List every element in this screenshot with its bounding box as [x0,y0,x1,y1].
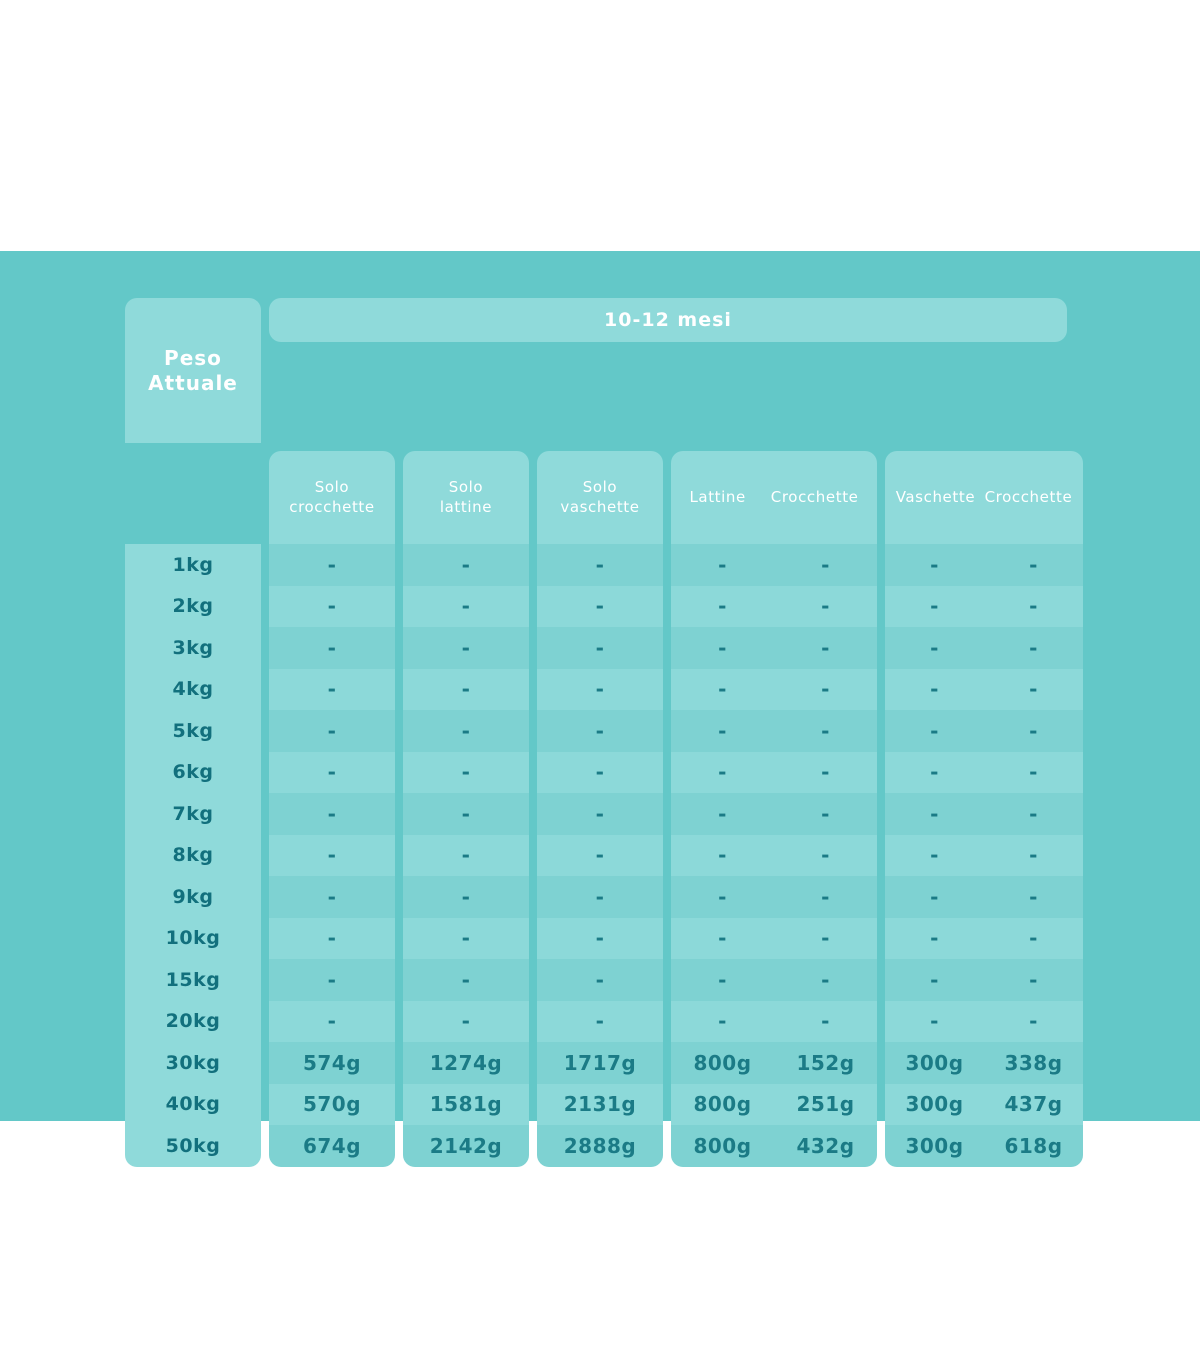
cell-solo-lattine: - [403,918,529,960]
cell-vaschette: - [930,635,939,660]
cell-solo-lattine: - [403,627,529,669]
spacer [663,1125,671,1167]
cell-solo-vaschette: - [537,876,663,918]
cell-crocchette-b: 618g [1004,1133,1063,1158]
cell-solo-lattine: 1581g [403,1084,529,1126]
spacer [529,669,537,711]
cell-vaschette: 300g [905,1092,964,1117]
cell-lattine: - [718,1009,727,1034]
row-weight-label: 20kg [125,1001,261,1043]
feeding-chart-panel [0,251,1200,1158]
column-subheaders [125,451,1073,544]
cell-solo-vaschette: - [537,586,663,628]
cell-solo-crocchette: - [269,1001,395,1043]
cell-solo-lattine: - [403,586,529,628]
spacer [261,793,269,835]
spacer [663,1001,671,1043]
column-header-lattine: Lattine [689,487,746,506]
cell-solo-vaschette: 2131g [537,1084,663,1126]
spacer [395,793,403,835]
cell-solo-lattine: - [403,1001,529,1043]
table-row [125,959,1067,1001]
row-weight-label: 8kg [125,835,261,877]
cell-vaschette: - [930,801,939,826]
spacer [663,959,671,1001]
cell-crocchette-a: - [821,884,830,909]
cell-lattine-crocchette [671,1125,877,1167]
weight-header-line2: Attuale [148,370,238,395]
row-weight-label: 1kg [125,544,261,586]
cell-crocchette-a: - [821,926,830,951]
cell-crocchette-a: - [821,801,830,826]
spacer [529,1084,537,1126]
cell-lattine: 800g [693,1050,752,1075]
cell-solo-lattine: 1274g [403,1042,529,1084]
column-header-solo-vaschette [537,451,663,544]
spacer [663,627,671,669]
cell-vaschette: - [930,843,939,868]
cell-crocchette-b: - [1029,760,1038,785]
cell-vaschette-crocchette [885,1042,1083,1084]
spacer [663,710,671,752]
column-header-vaschette: Vaschette [895,487,976,506]
cell-lattine-crocchette [671,1001,877,1043]
cell-vaschette: 300g [905,1050,964,1075]
spacer [261,544,269,586]
table-row [125,710,1067,752]
cell-lattine: 800g [693,1092,752,1117]
spacer [261,752,269,794]
spacer [663,1042,671,1084]
spacer [395,627,403,669]
spacer [877,627,885,669]
cell-crocchette-a: - [821,760,830,785]
subheader-spacer [125,451,261,544]
spacer [663,451,671,544]
table-header [125,298,1067,443]
cell-solo-crocchette: - [269,959,395,1001]
spacer [877,918,885,960]
column-header-line2: vaschette [560,497,640,516]
cell-solo-lattine: - [403,793,529,835]
cell-solo-vaschette: - [537,627,663,669]
spacer [529,627,537,669]
cell-crocchette-a: - [821,552,830,577]
cell-lattine: - [718,552,727,577]
row-weight-label: 7kg [125,793,261,835]
table-row [125,627,1067,669]
cell-solo-lattine: - [403,710,529,752]
cell-solo-crocchette: 570g [269,1084,395,1126]
spacer [529,918,537,960]
cell-vaschette: - [930,1009,939,1034]
cell-lattine: - [718,718,727,743]
spacer [529,1125,537,1167]
cell-lattine-crocchette [671,586,877,628]
row-weight-label: 5kg [125,710,261,752]
row-weight-label: 50kg [125,1125,261,1167]
row-weight-label: 40kg [125,1084,261,1126]
row-weight-label: 9kg [125,876,261,918]
cell-solo-lattine: 2142g [403,1125,529,1167]
spacer [877,793,885,835]
cell-crocchette-b: - [1029,677,1038,702]
cell-solo-vaschette: - [537,710,663,752]
cell-vaschette: - [930,884,939,909]
spacer [877,544,885,586]
cell-crocchette-a: 251g [796,1092,855,1117]
table-row [125,793,1067,835]
cell-crocchette-b: 338g [1004,1050,1063,1075]
row-weight-label: 15kg [125,959,261,1001]
cell-vaschette-crocchette [885,959,1083,1001]
spacer [529,544,537,586]
weight-header-line1: Peso [164,345,222,370]
cell-solo-lattine: - [403,752,529,794]
table-row [125,1042,1067,1084]
cell-crocchette-b: - [1029,635,1038,660]
cell-solo-crocchette: - [269,918,395,960]
cell-lattine-crocchette [671,876,877,918]
spacer [529,451,537,544]
spacer [395,710,403,752]
cell-vaschette: - [930,594,939,619]
column-header-line1: Solo [582,478,618,496]
spacer [395,835,403,877]
cell-lattine: - [718,801,727,826]
spacer [261,627,269,669]
spacer [261,1001,269,1043]
cell-crocchette-a: - [821,635,830,660]
cell-vaschette-crocchette [885,1084,1083,1126]
cell-lattine: - [718,594,727,619]
spacer [877,959,885,1001]
cell-vaschette: - [930,926,939,951]
spacer [663,544,671,586]
cell-vaschette: - [930,967,939,992]
row-weight-label: 30kg [125,1042,261,1084]
cell-solo-crocchette: 674g [269,1125,395,1167]
spacer [663,752,671,794]
spacer [877,586,885,628]
spacer [663,918,671,960]
cell-vaschette-crocchette [885,710,1083,752]
table-row [125,918,1067,960]
table-row [125,876,1067,918]
spacer [395,918,403,960]
column-header-line1: Solo [448,478,484,496]
cell-crocchette-b: - [1029,801,1038,826]
cell-vaschette-crocchette [885,835,1083,877]
column-header-line1: Solo [314,478,350,496]
cell-solo-crocchette: - [269,876,395,918]
spacer [663,1084,671,1126]
cell-solo-crocchette: - [269,586,395,628]
cell-solo-vaschette: 2888g [537,1125,663,1167]
cell-solo-vaschette: - [537,918,663,960]
cell-crocchette-a: - [821,594,830,619]
cell-solo-lattine: - [403,835,529,877]
cell-vaschette: - [930,760,939,785]
spacer [877,669,885,711]
spacer [261,1125,269,1167]
column-header-crocchette-b: Crocchette [984,487,1073,506]
table-row [125,752,1067,794]
spacer [261,710,269,752]
column-header-line2: crocchette [289,497,375,516]
cell-crocchette-b: - [1029,967,1038,992]
column-header-line2: lattine [439,497,493,516]
spacer [395,876,403,918]
table-body [125,544,1067,1167]
spacer [261,876,269,918]
spacer [395,451,403,544]
column-header-crocchette-a: Crocchette [770,487,859,506]
cell-vaschette-crocchette [885,544,1083,586]
cell-solo-crocchette: - [269,669,395,711]
cell-lattine-crocchette [671,710,877,752]
spacer [529,876,537,918]
spacer [529,752,537,794]
cell-solo-vaschette: 1717g [537,1042,663,1084]
cell-solo-lattine: - [403,544,529,586]
cell-lattine-crocchette [671,1042,877,1084]
spacer [877,1042,885,1084]
spacer [395,752,403,794]
cell-vaschette-crocchette [885,627,1083,669]
spacer [877,1001,885,1043]
cell-vaschette-crocchette [885,918,1083,960]
spacer [877,876,885,918]
cell-vaschette-crocchette [885,669,1083,711]
cell-lattine: - [718,677,727,702]
cell-lattine-crocchette [671,1084,877,1126]
spacer [529,835,537,877]
cell-solo-crocchette: - [269,627,395,669]
cell-solo-lattine: - [403,959,529,1001]
cell-solo-vaschette: - [537,835,663,877]
spacer [529,959,537,1001]
cell-crocchette-a: - [821,967,830,992]
cell-crocchette-a: - [821,718,830,743]
spacer [877,710,885,752]
cell-solo-vaschette: - [537,752,663,794]
cell-lattine-crocchette [671,627,877,669]
row-weight-label: 2kg [125,586,261,628]
cell-solo-lattine: - [403,669,529,711]
spacer [529,1042,537,1084]
spacer [395,544,403,586]
cell-lattine: 800g [693,1133,752,1158]
spacer [395,1084,403,1126]
spacer [877,1125,885,1167]
cell-solo-vaschette: - [537,959,663,1001]
spacer [529,710,537,752]
spacer [395,1042,403,1084]
cell-lattine: - [718,635,727,660]
spacer [529,586,537,628]
cell-solo-vaschette: - [537,1001,663,1043]
cell-vaschette-crocchette [885,1125,1083,1167]
cell-vaschette: - [930,718,939,743]
cell-crocchette-a: 152g [796,1050,855,1075]
cell-crocchette-b: - [1029,552,1038,577]
cell-crocchette-a: 432g [796,1133,855,1158]
cell-lattine-crocchette [671,752,877,794]
cell-solo-crocchette: - [269,544,395,586]
spacer [395,1001,403,1043]
cell-lattine-crocchette [671,544,877,586]
cell-crocchette-b: - [1029,843,1038,868]
spacer [261,1042,269,1084]
cell-crocchette-a: - [821,677,830,702]
cell-vaschette-crocchette [885,586,1083,628]
cell-solo-vaschette: - [537,669,663,711]
spacer [261,918,269,960]
table-row [125,1125,1067,1167]
cell-crocchette-b: - [1029,884,1038,909]
cell-lattine-crocchette [671,669,877,711]
column-header-solo-crocchette [269,451,395,544]
cell-lattine: - [718,967,727,992]
cell-solo-lattine: - [403,876,529,918]
cell-vaschette-crocchette [885,793,1083,835]
spacer [261,669,269,711]
cell-solo-crocchette: - [269,710,395,752]
row-weight-label: 6kg [125,752,261,794]
spacer [529,1001,537,1043]
spacer [261,959,269,1001]
spacer [663,835,671,877]
table-row [125,586,1067,628]
cell-crocchette-b: - [1029,718,1038,743]
cell-crocchette-b: - [1029,926,1038,951]
cell-lattine: - [718,884,727,909]
row-weight-label: 4kg [125,669,261,711]
feeding-table [125,298,1073,1167]
cell-lattine-crocchette [671,959,877,1001]
spacer [261,1084,269,1126]
spacer [877,835,885,877]
age-range-title: 10-12 mesi [269,298,1067,342]
column-header-solo-lattine [403,451,529,544]
spacer [395,959,403,1001]
cell-crocchette-b: 437g [1004,1092,1063,1117]
cell-lattine-crocchette [671,918,877,960]
cell-vaschette-crocchette [885,1001,1083,1043]
spacer [395,1125,403,1167]
table-row [125,544,1067,586]
spacer [877,1084,885,1126]
row-weight-label: 10kg [125,918,261,960]
cell-vaschette: 300g [905,1133,964,1158]
weight-column-header [125,298,261,443]
cell-vaschette: - [930,677,939,702]
cell-crocchette-b: - [1029,1009,1038,1034]
row-weight-label: 3kg [125,627,261,669]
spacer [663,586,671,628]
table-row [125,835,1067,877]
cell-crocchette-a: - [821,1009,830,1034]
cell-solo-crocchette: 574g [269,1042,395,1084]
cell-crocchette-a: - [821,843,830,868]
cell-solo-crocchette: - [269,835,395,877]
spacer [395,586,403,628]
spacer [663,669,671,711]
cell-vaschette: - [930,552,939,577]
cell-lattine: - [718,926,727,951]
spacer [877,752,885,794]
cell-lattine-crocchette [671,835,877,877]
spacer [663,793,671,835]
cell-lattine: - [718,843,727,868]
cell-lattine-crocchette [671,793,877,835]
cell-solo-crocchette: - [269,793,395,835]
cell-solo-vaschette: - [537,544,663,586]
column-header-vaschette-crocchette [885,451,1083,544]
column-header-lattine-crocchette [671,451,877,544]
spacer [529,793,537,835]
cell-lattine: - [718,760,727,785]
cell-vaschette-crocchette [885,752,1083,794]
table-row [125,669,1067,711]
cell-crocchette-b: - [1029,594,1038,619]
cell-vaschette-crocchette [885,876,1083,918]
cell-solo-vaschette: - [537,793,663,835]
spacer [877,451,885,544]
spacer [261,451,269,544]
table-row [125,1084,1067,1126]
spacer [663,876,671,918]
spacer [395,669,403,711]
cell-solo-crocchette: - [269,752,395,794]
spacer [261,835,269,877]
spacer [261,586,269,628]
table-row [125,1001,1067,1043]
